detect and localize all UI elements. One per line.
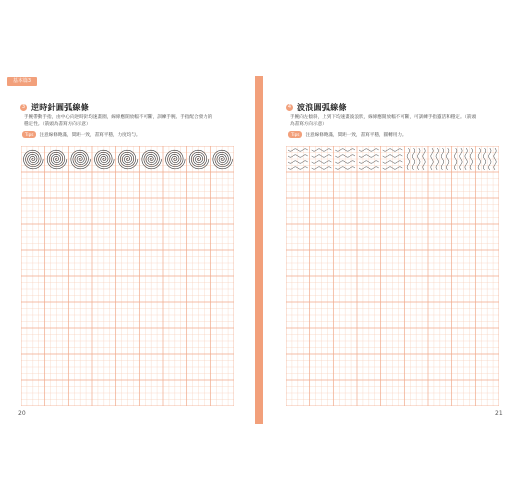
page-title: 波浪圓弧線條 — [297, 102, 347, 112]
spiral-example — [47, 150, 67, 169]
tips-text: 注意線條飽滿，間距一致，書寫平穩，圓轉用力。 — [305, 132, 407, 138]
page-number: 20 — [18, 410, 26, 417]
spiral-example — [213, 150, 233, 169]
instruction-text — [290, 114, 505, 128]
practice-grid — [286, 146, 499, 406]
page-title: 逆時針圓弧線條 — [31, 102, 90, 112]
book-spine — [255, 76, 263, 424]
spiral-example — [118, 150, 138, 169]
instruction-line: 穩定性。（箭頭為書寫方向示意） — [24, 122, 91, 127]
instruction-line: 手腕帶動手指，由中心向逆時針均速畫圈，線條應開放幅不可斷，訓練手腕、手指配合發力的 — [24, 115, 213, 120]
spiral-example — [71, 150, 91, 169]
spiral-example — [166, 150, 186, 169]
spiral-example — [189, 150, 209, 169]
left-page — [0, 72, 255, 428]
instruction-text — [24, 114, 239, 128]
instruction-line: 為書寫方向示意） — [290, 122, 327, 127]
right-page — [263, 72, 520, 428]
section-number-badge: 4 — [287, 104, 292, 110]
section-number-badge: 3 — [21, 104, 26, 110]
tips-row — [22, 131, 141, 138]
tips-badge: Tips — [22, 131, 36, 138]
instruction-line: 手腕向左傾斜，上到下均速畫波浪狀，線條應開放幅不可斷，可訓練手指靈活和穩定。（箭頭 — [290, 115, 477, 120]
tips-row — [288, 131, 407, 138]
practice-grid — [21, 146, 234, 406]
left-heading — [20, 102, 89, 113]
page-number: 21 — [495, 410, 503, 417]
right-heading — [286, 102, 347, 113]
spiral-example — [95, 150, 115, 169]
spiral-example — [24, 150, 44, 169]
tips-text: 注意線條飽滿，間距一致，書寫平穩，力度均勻。 — [39, 132, 141, 138]
spiral-example — [142, 150, 162, 169]
section-tag: 基本篇3 — [7, 77, 37, 86]
tips-badge: Tips — [288, 131, 302, 138]
